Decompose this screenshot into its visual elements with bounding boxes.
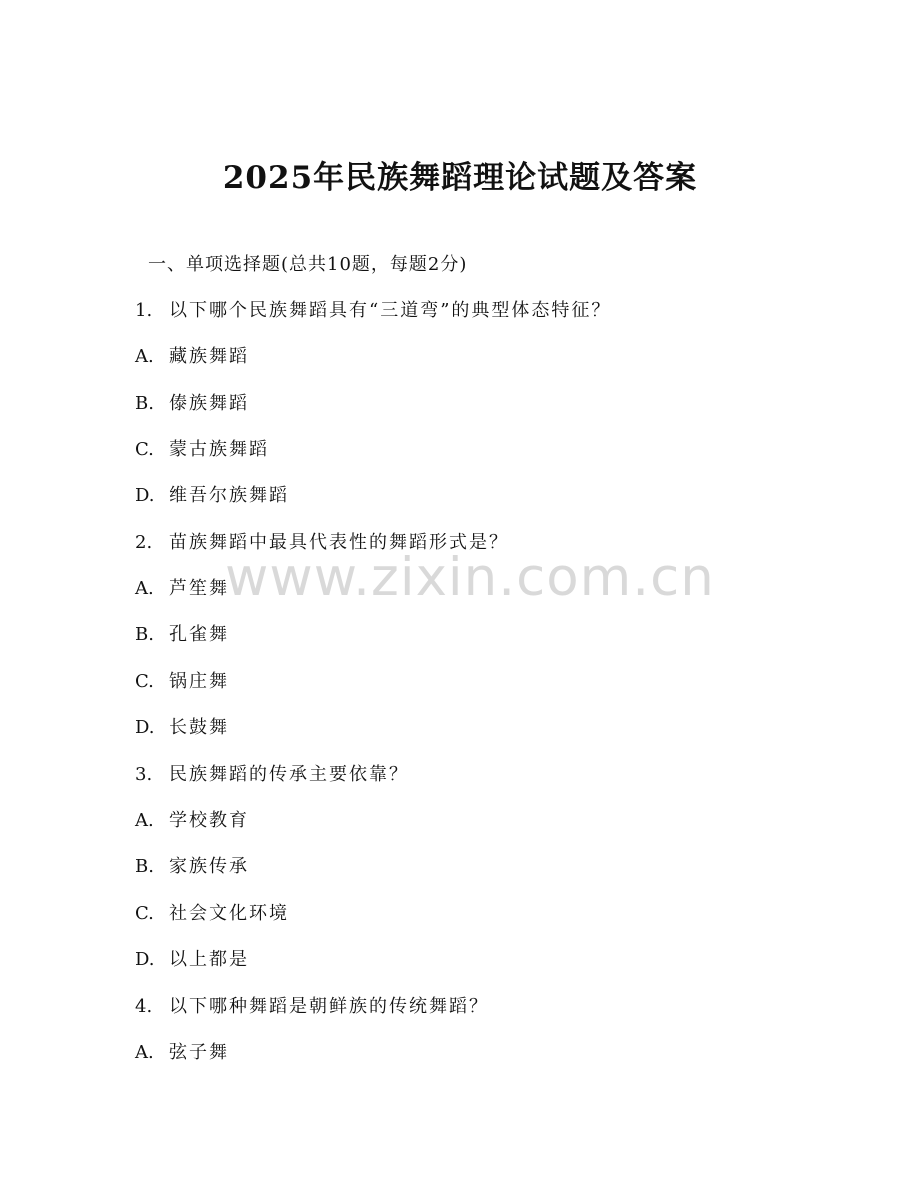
line-text: 以下哪种舞蹈是朝鲜族的传统舞蹈？ — [169, 996, 489, 1017]
line-text: 学校教育 — [169, 810, 249, 831]
line-text: 芦笙舞 — [169, 578, 229, 599]
line-prefix: C. — [135, 439, 154, 460]
line-text: 社会文化环境 — [169, 903, 289, 924]
line-text: 以上都是 — [169, 949, 249, 970]
line-prefix: A. — [135, 578, 154, 599]
line-prefix: B. — [135, 856, 154, 877]
line-text: 傣族舞蹈 — [169, 393, 249, 414]
line-prefix: D. — [135, 485, 155, 506]
option-2a — [135, 574, 229, 604]
question-1 — [135, 296, 611, 326]
option-3d — [135, 945, 249, 975]
line-prefix: A. — [135, 1042, 154, 1063]
option-1a — [135, 342, 249, 372]
line-prefix: D. — [135, 949, 155, 970]
option-1d — [135, 481, 289, 511]
document-title: 2025年民族舞蹈理论试题及答案 — [222, 160, 698, 196]
line-text: 长鼓舞 — [169, 717, 229, 738]
option-3b — [135, 852, 249, 882]
line-text: 锅庄舞 — [169, 671, 229, 692]
line-prefix: 4. — [135, 996, 153, 1017]
line-text: 藏族舞蹈 — [169, 346, 249, 367]
option-1c — [135, 435, 269, 465]
line-prefix: 1. — [135, 300, 153, 321]
line-text: 民族舞蹈的传承主要依靠？ — [169, 764, 409, 785]
question-4 — [135, 992, 489, 1022]
option-3a — [135, 806, 249, 836]
option-1b — [135, 389, 249, 419]
line-prefix: B. — [135, 393, 154, 414]
section-heading: 一、单项选择题(总共10题，每题2分) — [148, 254, 468, 275]
line-prefix: C. — [135, 903, 154, 924]
line-prefix: 2. — [135, 532, 153, 553]
line-text: 蒙古族舞蹈 — [169, 439, 269, 460]
option-2b — [135, 620, 229, 650]
line-prefix: C. — [135, 671, 154, 692]
option-2c — [135, 667, 229, 697]
line-prefix: D. — [135, 717, 155, 738]
line-text: 维吾尔族舞蹈 — [169, 485, 289, 506]
watermark: www.zixin.com.cn — [225, 547, 715, 608]
option-2d — [135, 713, 229, 743]
line-prefix: 3. — [135, 764, 153, 785]
option-3c — [135, 899, 289, 929]
line-text: 以下哪个民族舞蹈具有“三道弯”的典型体态特征？ — [169, 300, 612, 321]
line-text: 孔雀舞 — [169, 624, 229, 645]
question-3 — [135, 760, 409, 790]
line-text: 家族传承 — [169, 856, 249, 877]
line-prefix: A. — [135, 810, 154, 831]
line-prefix: B. — [135, 624, 154, 645]
line-prefix: A. — [135, 346, 154, 367]
option-4a — [135, 1038, 229, 1068]
question-2 — [135, 528, 509, 558]
line-text: 弦子舞 — [169, 1042, 229, 1063]
line-text: 苗族舞蹈中最具代表性的舞蹈形式是？ — [169, 532, 509, 553]
